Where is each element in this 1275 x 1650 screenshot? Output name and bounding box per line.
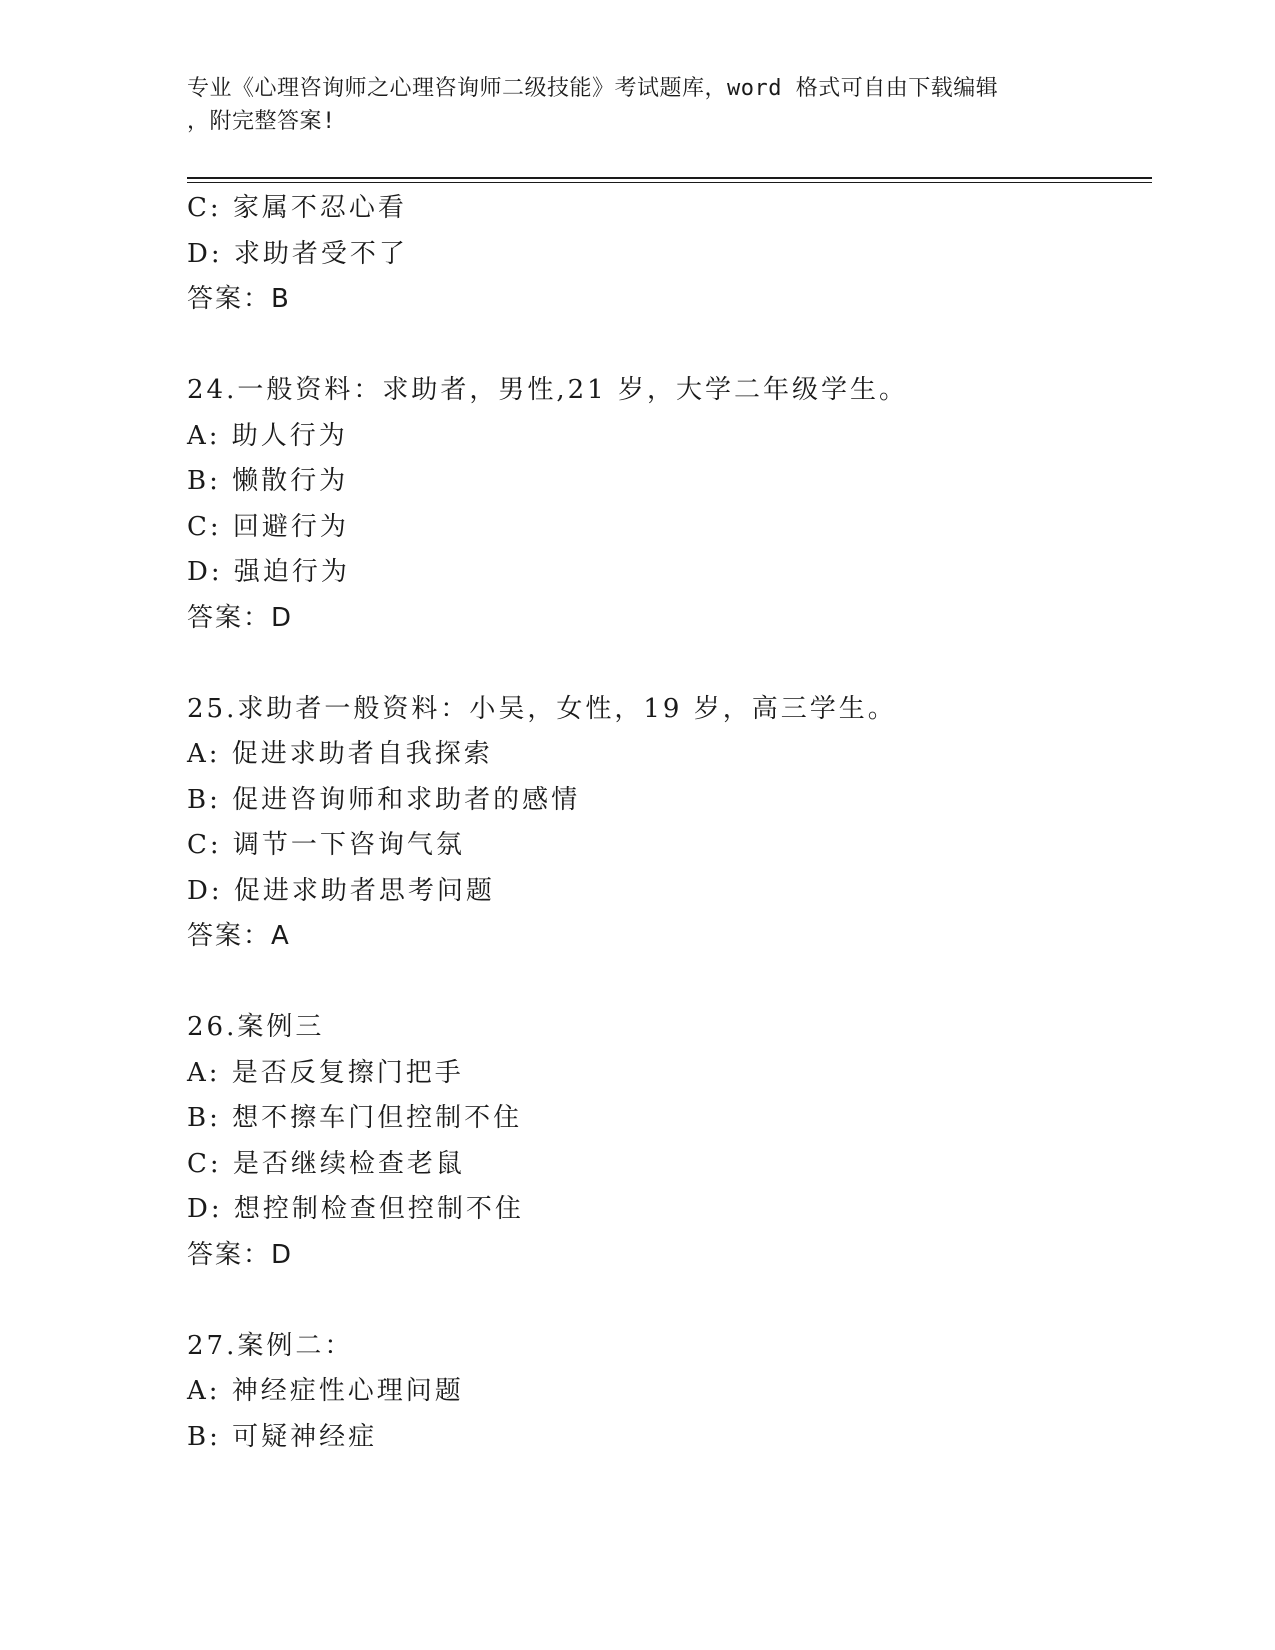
answer-option: C: 调节一下咨询气氛 bbox=[187, 830, 465, 860]
answer-option: A: 神经症性心理问题 bbox=[187, 1376, 464, 1406]
answer-option: B: 想不擦车门但控制不住 bbox=[187, 1103, 523, 1133]
question-list bbox=[187, 186, 1152, 1460]
answer-option: D: 想控制检查但控制不住 bbox=[187, 1194, 524, 1224]
section-gap bbox=[187, 1278, 1152, 1324]
question-stem: 25.求助者一般资料：小吴，女性，19 岁，高三学生。 bbox=[187, 693, 897, 724]
answer-option: B: 促进咨询师和求助者的感情 bbox=[187, 784, 581, 815]
answer-option: C: 回避行为 bbox=[187, 511, 349, 542]
header-line-2: ，附完整答案! bbox=[187, 109, 336, 134]
header-divider-thin bbox=[187, 182, 1152, 183]
document-header bbox=[187, 72, 1087, 138]
section-gap bbox=[187, 323, 1152, 369]
answer-option: B: 懒散行为 bbox=[187, 466, 349, 496]
section-gap bbox=[187, 960, 1152, 1006]
answer-option: B: 可疑神经症 bbox=[187, 1421, 378, 1452]
answer-line: 答案：D bbox=[187, 1239, 294, 1270]
answer-option: D: 求助者受不了 bbox=[187, 238, 408, 269]
question-stem: 27.案例二： bbox=[187, 1330, 354, 1361]
question-stem: 24.一般资料：求助者，男性,21 岁，大学二年级学生。 bbox=[187, 375, 908, 405]
answer-line: 答案：B bbox=[187, 284, 291, 314]
answer-line: 答案：D bbox=[187, 602, 294, 633]
section-gap bbox=[187, 641, 1152, 687]
answer-option: A: 促进求助者自我探索 bbox=[187, 739, 493, 769]
answer-line: 答案：A bbox=[187, 921, 291, 951]
header-divider-thick bbox=[187, 177, 1152, 179]
answer-option: D: 强迫行为 bbox=[187, 557, 350, 587]
answer-option: A: 助人行为 bbox=[187, 420, 348, 451]
answer-option: C: 家属不忍心看 bbox=[187, 193, 407, 223]
answer-option: C: 是否继续检查老鼠 bbox=[187, 1148, 465, 1179]
question-stem: 26.案例三 bbox=[187, 1012, 325, 1042]
answer-option: A: 是否反复擦门把手 bbox=[187, 1057, 464, 1088]
header-line-1: 专业《心理咨询师之心理咨询师二级技能》考试题库，word 格式可自由下载编辑 bbox=[187, 76, 999, 101]
answer-option: D: 促进求助者思考问题 bbox=[187, 875, 495, 906]
